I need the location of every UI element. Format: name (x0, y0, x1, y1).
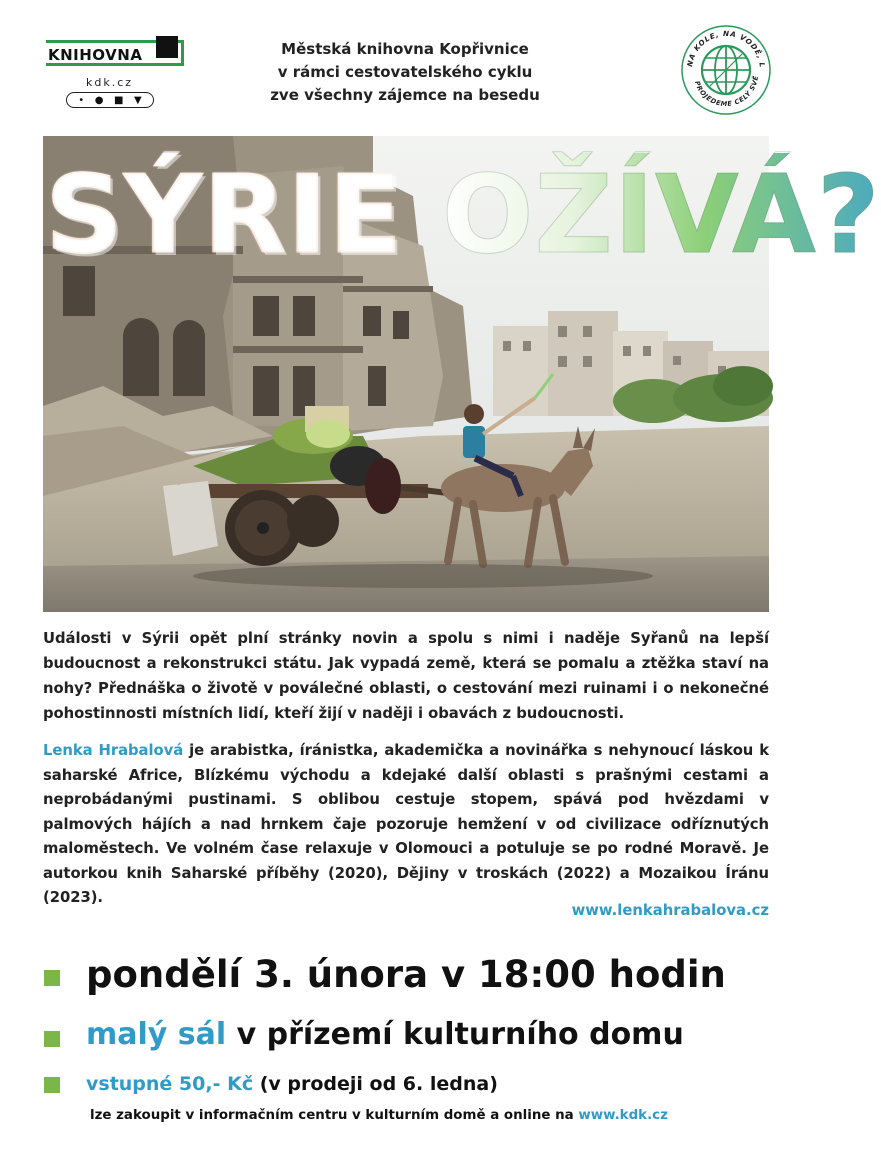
hero-photo (43, 136, 881, 612)
intro-paragraph: Události v Sýrii opět plní stránky novin a spolu s nimi i naděje Syřanů na lepší budoucnost a rekonstrukci státu. Jak vypadá země, která se pomalu a ztěžka staví na nohy? Přednáška o životě v poválečné oblasti, o cestování mezi ruinami i o nekonečné pohostinnosti místních lidí, kteří žijí v naději i obavách z budoucnosti. (43, 630, 769, 722)
bullet-square-icon (44, 970, 60, 986)
globe-icon (680, 24, 772, 116)
library-logo (46, 36, 186, 112)
logo-black-square (156, 36, 178, 58)
event-date: pondělí 3. února v 18:00 hodin (86, 953, 726, 996)
event-place (86, 1010, 684, 1060)
bio-text: je arabistka, íránistka, akademička a novinářka s nehynoucí láskou k saharské Africe, Blízkému východu a kdejaké další oblasti s prašnými cestami a neprobádanými pustinami. S oblibou cestuje stopem, spává pod hvězdami v palmových hájích a nad hrnkem čaje pozoruje hemžení v od civilizace odříznutých maloměstech. Ve volném čase relaxuje v Olomouci a potuluje se po rodné Moravě. Je autorkou knih Saharské příběhy (2020), Dějiny v troskách (2022) a Mozaikou Íránu (2023). (43, 742, 769, 906)
svg-text:NA KOLE, NA VODĚ, LETEM: NA KOLE, NA VODĚ, L (685, 28, 767, 69)
logo-word: KNIHOVNA (48, 46, 143, 64)
logo-symbol-pill (66, 92, 154, 108)
bio-paragraph (43, 739, 769, 911)
header-invitation (230, 38, 580, 107)
speaker-name: Lenka Hrabalová (43, 742, 184, 759)
price-rest: (v prodeji od 6. ledna) (253, 1073, 498, 1095)
logo-domain: kdk.cz (86, 76, 134, 89)
bullet-square-icon (44, 1077, 60, 1093)
price-highlight: vstupné 50,- Kč (86, 1073, 254, 1095)
dot-large-icon: ● (94, 94, 104, 106)
buy-text: lze zakoupit v informačním centru v kulturním domě a online na (90, 1108, 579, 1123)
ticket-info (90, 1104, 668, 1128)
kdk-website-link[interactable]: www.kdk.cz (578, 1108, 668, 1123)
header-line-3: zve všechny zájemce na besedu (270, 86, 540, 104)
header-line-2: v rámci cestovatelského cyklu (277, 63, 533, 81)
svg-text:PROJEDEME CELÝ SVĚT: PROJEDEME CELÝ SVĚ (692, 74, 761, 109)
header-line-1: Městská knihovna Kopřivnice (281, 40, 529, 58)
travel-cycle-badge (680, 24, 772, 116)
bullet-square-icon (44, 1031, 60, 1047)
place-rest: v přízemí kulturního domu (226, 1017, 684, 1052)
dot-small-icon: • (78, 94, 85, 106)
event-price (86, 1068, 498, 1100)
speaker-website-link[interactable]: www.lenkahrabalova.cz (571, 902, 769, 919)
square-icon: ■ (114, 94, 124, 106)
title-part-1: SÝRIE (45, 153, 404, 278)
title-part-2: OŽÍVÁ? (441, 153, 881, 278)
hero-title (43, 153, 881, 278)
place-highlight: malý sál (86, 1017, 227, 1052)
triangle-down-icon: ▼ (134, 94, 142, 106)
